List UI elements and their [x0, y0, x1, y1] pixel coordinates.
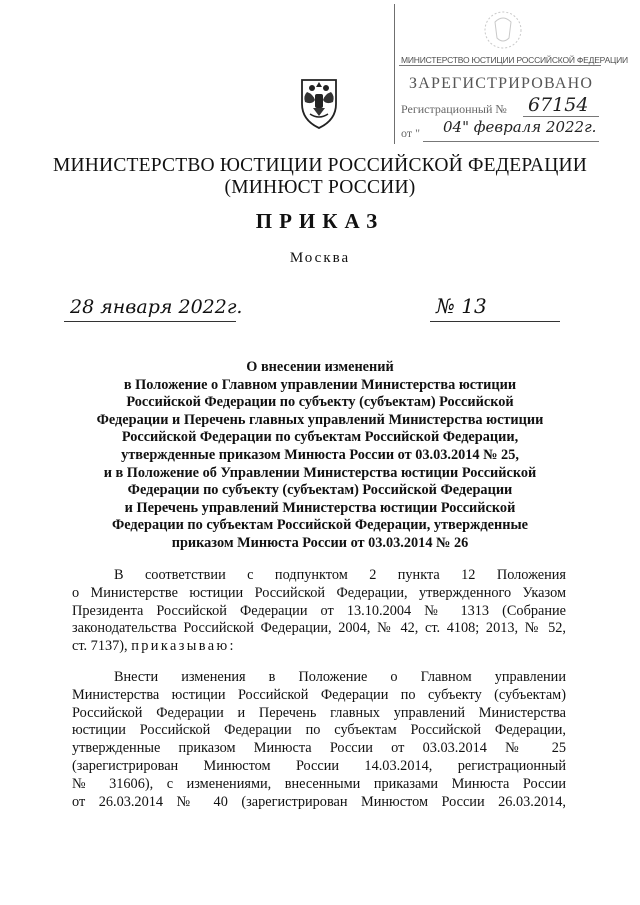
coat-of-arms-icon — [288, 70, 350, 132]
paragraph-line: юстиции Российской Федерации по субъектам Российской Федерации, — [72, 722, 566, 739]
ministry-name: МИНИСТЕРСТВО ЮСТИЦИИ РОССИЙСКОЙ ФЕДЕРАЦИИ — [52, 155, 588, 176]
title-line: утвержденные приказом Минюста России от 03.03.2014 № 25, — [121, 446, 519, 463]
stamp-number-underline — [523, 116, 599, 117]
paragraph-line: (зарегистрирован Минюстом России 14.03.2014, регистрационный — [72, 757, 566, 774]
stamp-reg-number: 67154 — [528, 94, 589, 116]
order-number-underline — [430, 321, 560, 322]
stamp-reg-number-label: Регистрационный № — [401, 102, 507, 116]
paragraph-line-final — [72, 638, 566, 656]
title-line: приказом Минюста России от 03.03.2014 № 26 — [171, 534, 469, 551]
paragraph-basis — [72, 567, 566, 656]
paragraph-line: утвержденные приказом Минюста России от 03.03.2014 № 25 — [72, 740, 566, 757]
paragraph-amendments — [72, 669, 566, 811]
orders-word: приказываю: — [131, 638, 236, 655]
paragraph-line: от 26.03.2014 № 40 (зарегистрирован Минюстом России 26.03.2014, — [72, 793, 566, 810]
title-line: Российской Федерации по субъектам Российской Федерации, — [121, 429, 519, 446]
paragraph-line: Министерства юстиции Российской Федерации по субъекту (субъектам) — [72, 686, 566, 703]
title-line: Российской Федерации по субъекту (субъектам) Российской — [126, 394, 514, 411]
title-line: Федерации по субъектам Российской Федерации, утвержденные — [112, 517, 528, 534]
stamp-date-value: 04" февраля 2022г. — [443, 118, 597, 136]
paragraph-line-tail: ст. 7137), — [72, 638, 128, 655]
paragraph-line: Российской Федерации и Перечень главных управлений Министерства — [72, 704, 566, 721]
stamp-registered: ЗАРЕГИСТРИРОВАНО — [409, 75, 594, 92]
paragraph-line: № 31606), с изменениями, внесенными приказами Минюста России — [72, 775, 566, 792]
paragraph-line: В соответствии с подпунктом 2 пункта 12 Положения — [114, 567, 566, 583]
title-line: и в Положение об Управлении Министерства юстиции Российской — [103, 464, 537, 481]
order-title — [70, 359, 570, 553]
title-line: О внесении изменений — [246, 359, 394, 375]
order-date-underline — [64, 321, 236, 322]
title-line: Федерации по субъекту (субъектам) Российской Федерации — [127, 482, 513, 499]
title-line: в Положение о Главном управлении Министерства юстиции — [123, 376, 517, 393]
stamp-date — [429, 118, 596, 136]
stamp-date-underline — [423, 141, 599, 142]
ministry-heading — [0, 155, 640, 199]
stamp-divider — [399, 65, 601, 66]
title-line: Федерации и Перечень главных управлений Министерства юстиции — [96, 411, 544, 428]
stamp-date-prefix: от " — [401, 126, 420, 140]
paragraph-line: о Министерстве юстиции Российской Федерации, утвержденного Указом — [72, 584, 566, 601]
stamp-ministry: МИНИСТЕРСТВО ЮСТИЦИИ РОССИЙСКОЙ ФЕДЕРАЦИИ — [401, 55, 628, 65]
paragraph-line: Президента Российской Федерации от 13.10.2004 № 1313 (Собрание — [72, 602, 566, 619]
stamp-emblem-icon — [475, 8, 531, 52]
order-number: № 13 — [436, 294, 487, 318]
city: Москва — [289, 250, 351, 266]
title-line: и Перечень управлений Министерства юстиции Российской — [124, 499, 516, 516]
document-type: ПРИКАЗ — [255, 209, 385, 233]
ministry-short-name: (МИНЮСТ РОССИИ) — [224, 177, 416, 198]
paragraph-line: законодательства Российской Федерации, 2004, № 42, ст. 4108; 2013, № 52, — [72, 620, 566, 637]
registration-stamp — [394, 4, 628, 144]
order-date: 28 января 2022г. — [70, 296, 243, 318]
paragraph-line: Внести изменения в Положение о Главном управлении — [114, 669, 566, 685]
